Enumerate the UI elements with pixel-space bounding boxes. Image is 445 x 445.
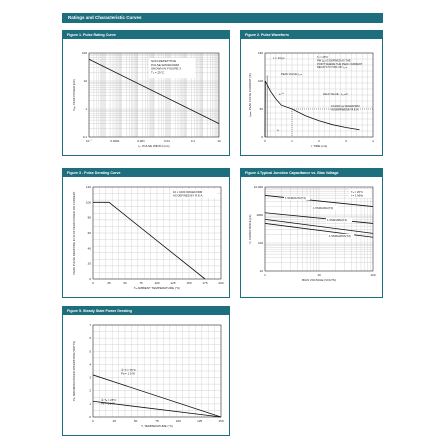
x-axis-label: BIAS VOLTAGE (VOLTS) xyxy=(302,278,336,282)
x-tick-label: 10⁻⁷ xyxy=(85,139,93,143)
y-tick-label: 20 xyxy=(87,261,91,266)
x-tick-label: 10 xyxy=(317,273,321,277)
annotation-half: HALF VALUE - Iₚₚₘ/2 xyxy=(323,93,348,96)
panel-fig3 xyxy=(62,168,230,298)
x-tick-label: 150 xyxy=(186,281,192,285)
y-tick-label: 10 xyxy=(259,269,263,273)
x-axis-label: tₚ, PULSE WIDTH (ms) xyxy=(138,144,170,148)
y-tick-label: 120 xyxy=(85,185,91,189)
chart-fig2 xyxy=(241,39,382,155)
y-tick-label: 2 xyxy=(89,388,91,393)
x-tick-label: 3 xyxy=(345,139,347,143)
x-tick-label: 150 xyxy=(218,419,224,423)
y-tick-label: 50 xyxy=(259,107,263,111)
y-axis-label: PEAK PULSE DERATING IN % OF PEAK POWER OR CURRENT xyxy=(72,191,76,275)
chart-fig3 xyxy=(63,177,229,297)
x-tick-label: 1 xyxy=(291,139,293,143)
y-tick-label: 1 xyxy=(89,401,91,406)
y-tick-label: 100 xyxy=(85,200,91,205)
series-label: 1.5SMA68A(T4) xyxy=(327,218,348,222)
annotation-text: PULSE WAVEFORM xyxy=(151,62,180,67)
x-axis-label: t, TIME (ms) xyxy=(310,144,328,148)
x-tick-label: 125 xyxy=(170,281,176,285)
x-tick-label: 0.0001 xyxy=(110,139,120,143)
x-axis-label: Tₐ AMBIENT TEMPERATURE (°C) xyxy=(133,286,181,290)
y-tick-label: 10,000 xyxy=(253,185,263,189)
y-tick-label: 10 xyxy=(83,79,87,83)
x-tick-label: 1 xyxy=(264,273,266,277)
annotation-pw: DECAYS TO 50% OF Iₚₚₘ xyxy=(317,66,348,70)
annotation-text: 10 x 1000 WAVEFORM xyxy=(173,190,203,194)
annotation-ekt: e⁻ᵏᵗ xyxy=(279,92,284,96)
annotation-waveform: AS DEFINED BY R.E.A. xyxy=(331,108,359,112)
x-tick-label: 0 xyxy=(264,139,266,143)
annotation-curve-1: Pᴅ = 1.5 W xyxy=(121,371,135,376)
x-tick-label: 0.01 xyxy=(164,139,170,143)
y-tick-label: 100 xyxy=(257,241,263,245)
annotation-peak: PEAK VALUE Iₚₚₘ xyxy=(281,73,303,76)
y-tick-label: 0.1 xyxy=(82,135,87,139)
y-tick-label: 1 xyxy=(85,107,87,111)
panel-fig2 xyxy=(240,30,383,156)
x-tick-label: 50 xyxy=(133,419,138,423)
x-tick-label: 25 xyxy=(112,419,117,423)
section-header: Ratings and Characteristic Curves xyxy=(62,13,383,23)
panel-fig2-title: Figure 2. Pulse Waveform xyxy=(241,31,382,39)
annotation-pw: Tₐ = 25°C xyxy=(317,56,329,59)
annotation-text: f = 1 MHz xyxy=(351,193,364,198)
x-tick-label: 0 xyxy=(92,419,94,423)
x-tick-label: 100 xyxy=(175,419,181,423)
y-tick-label: 80 xyxy=(87,215,91,220)
chart-fig1 xyxy=(63,39,229,155)
annotation-text: Tₐ = 25°C xyxy=(151,70,165,75)
annotation-text: Tₐ = 25°C xyxy=(351,190,364,194)
y-tick-label: 100 xyxy=(257,79,263,83)
y-tick-label: 3 xyxy=(89,375,91,380)
series-label: 1.5SMA30A(T4) xyxy=(313,206,334,210)
x-tick-label: 10 xyxy=(217,139,221,143)
panel-fig1 xyxy=(62,30,230,156)
annotation-waveform: 10/1000 μs WAVEFORM xyxy=(331,105,360,108)
annotation-tr: tᵣ = 10 μs xyxy=(273,56,285,60)
y-axis-label: Pᴅ, MAXIMUM POWER DISSIPATION (WATTS) xyxy=(72,340,76,402)
series-label: 1.5SMA6.8A(T4) xyxy=(285,196,306,200)
y-tick-label: 5 xyxy=(89,349,91,354)
y-tick-label: 4 xyxy=(89,362,91,367)
x-tick-label: 75 xyxy=(139,281,143,285)
x-tick-label: 100 xyxy=(370,273,376,277)
panel-fig4 xyxy=(240,168,383,298)
y-tick-label: 6 xyxy=(89,336,91,341)
x-tick-label: 200 xyxy=(218,281,224,285)
series-line-0 xyxy=(93,202,205,279)
annotation-tp: tₚ xyxy=(277,128,280,132)
x-tick-label: 25 xyxy=(107,281,111,285)
y-tick-label: 60 xyxy=(87,231,91,235)
x-tick-label: 75 xyxy=(155,419,159,423)
panel-fig5-title: Figure 5. Steady State Power Derating xyxy=(63,307,229,315)
y-axis-label: Pₚₚ, PEAK POWER (kW) xyxy=(72,79,76,111)
panel-fig4-title: Figure 4.Typical Junction Capacitance vs. Bias Voltage xyxy=(241,169,382,177)
annotation-pw: POINT WHERE THE PEAK CURRENT xyxy=(317,62,363,66)
annotation-text: AS DEFINED BY R.E.A. xyxy=(173,193,204,198)
y-axis-label: Iₚₚₘ, PEAK PULSE CURRENT (%) xyxy=(248,73,252,117)
x-tick-label: 4 xyxy=(372,139,374,143)
y-tick-label: 7 xyxy=(89,323,91,327)
x-tick-label: 50 xyxy=(123,281,127,285)
annotation-pw: PW (tₚ) IS DEFINED AS THE xyxy=(317,59,351,63)
annotation-text: NON-REPETITIVE xyxy=(151,59,177,63)
series-label: 1.5SMA200A(T4) xyxy=(329,234,351,238)
panel-fig3-title: Figure 3 - Pulse Derating Curve xyxy=(63,169,229,177)
y-tick-label: 0 xyxy=(89,277,91,281)
annotation-curve-2: Pᴅ = 0.5 W xyxy=(101,401,115,406)
y-tick-label: 0 xyxy=(89,415,91,419)
chart-fig5 xyxy=(63,315,229,435)
y-tick-label: 40 xyxy=(87,246,91,251)
y-tick-label: 150 xyxy=(257,51,263,55)
y-tick-label: 0 xyxy=(261,135,263,139)
y-tick-label: 100 xyxy=(81,51,87,55)
x-tick-label: 0.1 xyxy=(190,139,196,143)
panel-fig1-title: Figure 1. Pulse Rating Curve xyxy=(63,31,229,39)
chart-fig4 xyxy=(241,177,382,297)
x-tick-label: 0.001 xyxy=(137,139,145,143)
panel-fig5 xyxy=(62,306,230,436)
x-axis-label: T, TEMPERATURE (°C) xyxy=(141,424,173,428)
x-tick-label: 100 xyxy=(154,281,160,285)
annotation-text: SHOWN IN FIGURE 3 xyxy=(151,66,182,71)
annotation-curve-1: ① Tₗ = 75°C xyxy=(121,368,136,372)
y-tick-label: 1000 xyxy=(256,213,263,217)
x-tick-label: 0 xyxy=(92,281,94,285)
x-tick-label: 175 xyxy=(202,281,208,285)
annotation-curve-2: ② Tₐ = 25°C xyxy=(101,398,117,402)
x-tick-label: 125 xyxy=(197,419,203,423)
y-axis-label: C, CAPACITANCE (pF) xyxy=(248,214,252,244)
x-tick-label: 2 xyxy=(318,139,320,143)
